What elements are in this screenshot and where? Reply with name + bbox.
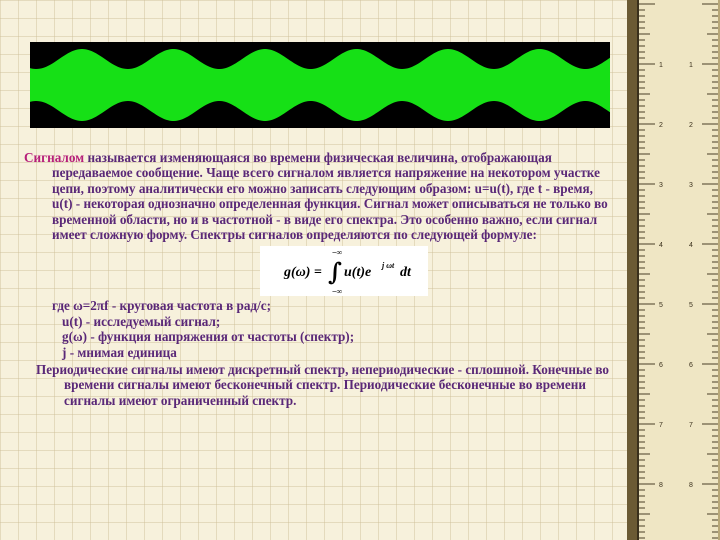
ruler-number: 2 <box>659 122 663 129</box>
spectrum-formula <box>260 246 428 296</box>
summary-paragraph: Периодические сигналы имеют дискретный спектр, непериодические - сплошной. Конечные во времени сигналы имеют бесконечный спектр. Периодические бесконечные во времени сигналы имеют ограниченный спектр. <box>36 362 610 408</box>
ruler-number: 5 <box>659 302 663 309</box>
ruler-number: 7 <box>689 422 693 429</box>
ruler-number: 4 <box>689 242 693 249</box>
definition-j: j - мнимая единица <box>62 344 177 360</box>
formula-integrand: u(t)e <box>344 265 372 281</box>
formula-exponent: j ωt <box>382 261 395 271</box>
ruler-number: 1 <box>689 62 693 69</box>
definition-omega: где ω=2πf - круговая частота в рад/с; <box>52 298 271 314</box>
definition-g: g(ω) - функция напряжения от частоты (спектр); <box>62 329 355 345</box>
intro-text: называется изменяющаяся во времени физическая величина, отображающая передаваемое сообщение. Чаще всего сигналом является напряжение на некотором участке цепи, поэтому аналитически его можно записать следующим образом: u=u(t), где t - время, u(t) - некоторая однозначно определенная функция. Сигнал может описываться не только во временной области, но и в частотной - в виде его спектра. Это особенно важно, если сигнал имеет сложную форму. Спектры сигналов определяются по следующей формуле: <box>52 150 608 243</box>
formula-lower-limit: −∞ <box>332 287 343 297</box>
ruler-number: 6 <box>659 362 663 369</box>
slide-body <box>24 150 614 408</box>
term-signal: Сигналом <box>24 150 85 165</box>
definitions-list <box>24 298 614 360</box>
ruler-number: 2 <box>689 122 693 129</box>
definition-u: u(t) - исследуемый сигнал; <box>62 313 221 329</box>
ruler-number: 3 <box>689 182 693 189</box>
ruler-number: 4 <box>659 242 663 249</box>
formula-dt: dt <box>400 265 411 281</box>
ruler-number: 6 <box>689 362 693 369</box>
intro-paragraph <box>24 150 614 242</box>
measuring-ruler <box>627 0 720 540</box>
formula-lhs: g(ω) <box>284 265 311 281</box>
ruler-number: 7 <box>659 422 663 429</box>
ruler-number: 5 <box>689 302 693 309</box>
ruler-number: 3 <box>659 182 663 189</box>
ruler-number: 1 <box>659 62 663 69</box>
ruler-number: 8 <box>659 482 663 489</box>
formula-equals: = <box>314 265 322 281</box>
integral-sign: ∫ <box>328 257 342 287</box>
ruler-number: 8 <box>689 482 693 489</box>
formula-upper-limit: −∞ <box>332 248 343 258</box>
signal-waveform-banner <box>30 42 610 128</box>
